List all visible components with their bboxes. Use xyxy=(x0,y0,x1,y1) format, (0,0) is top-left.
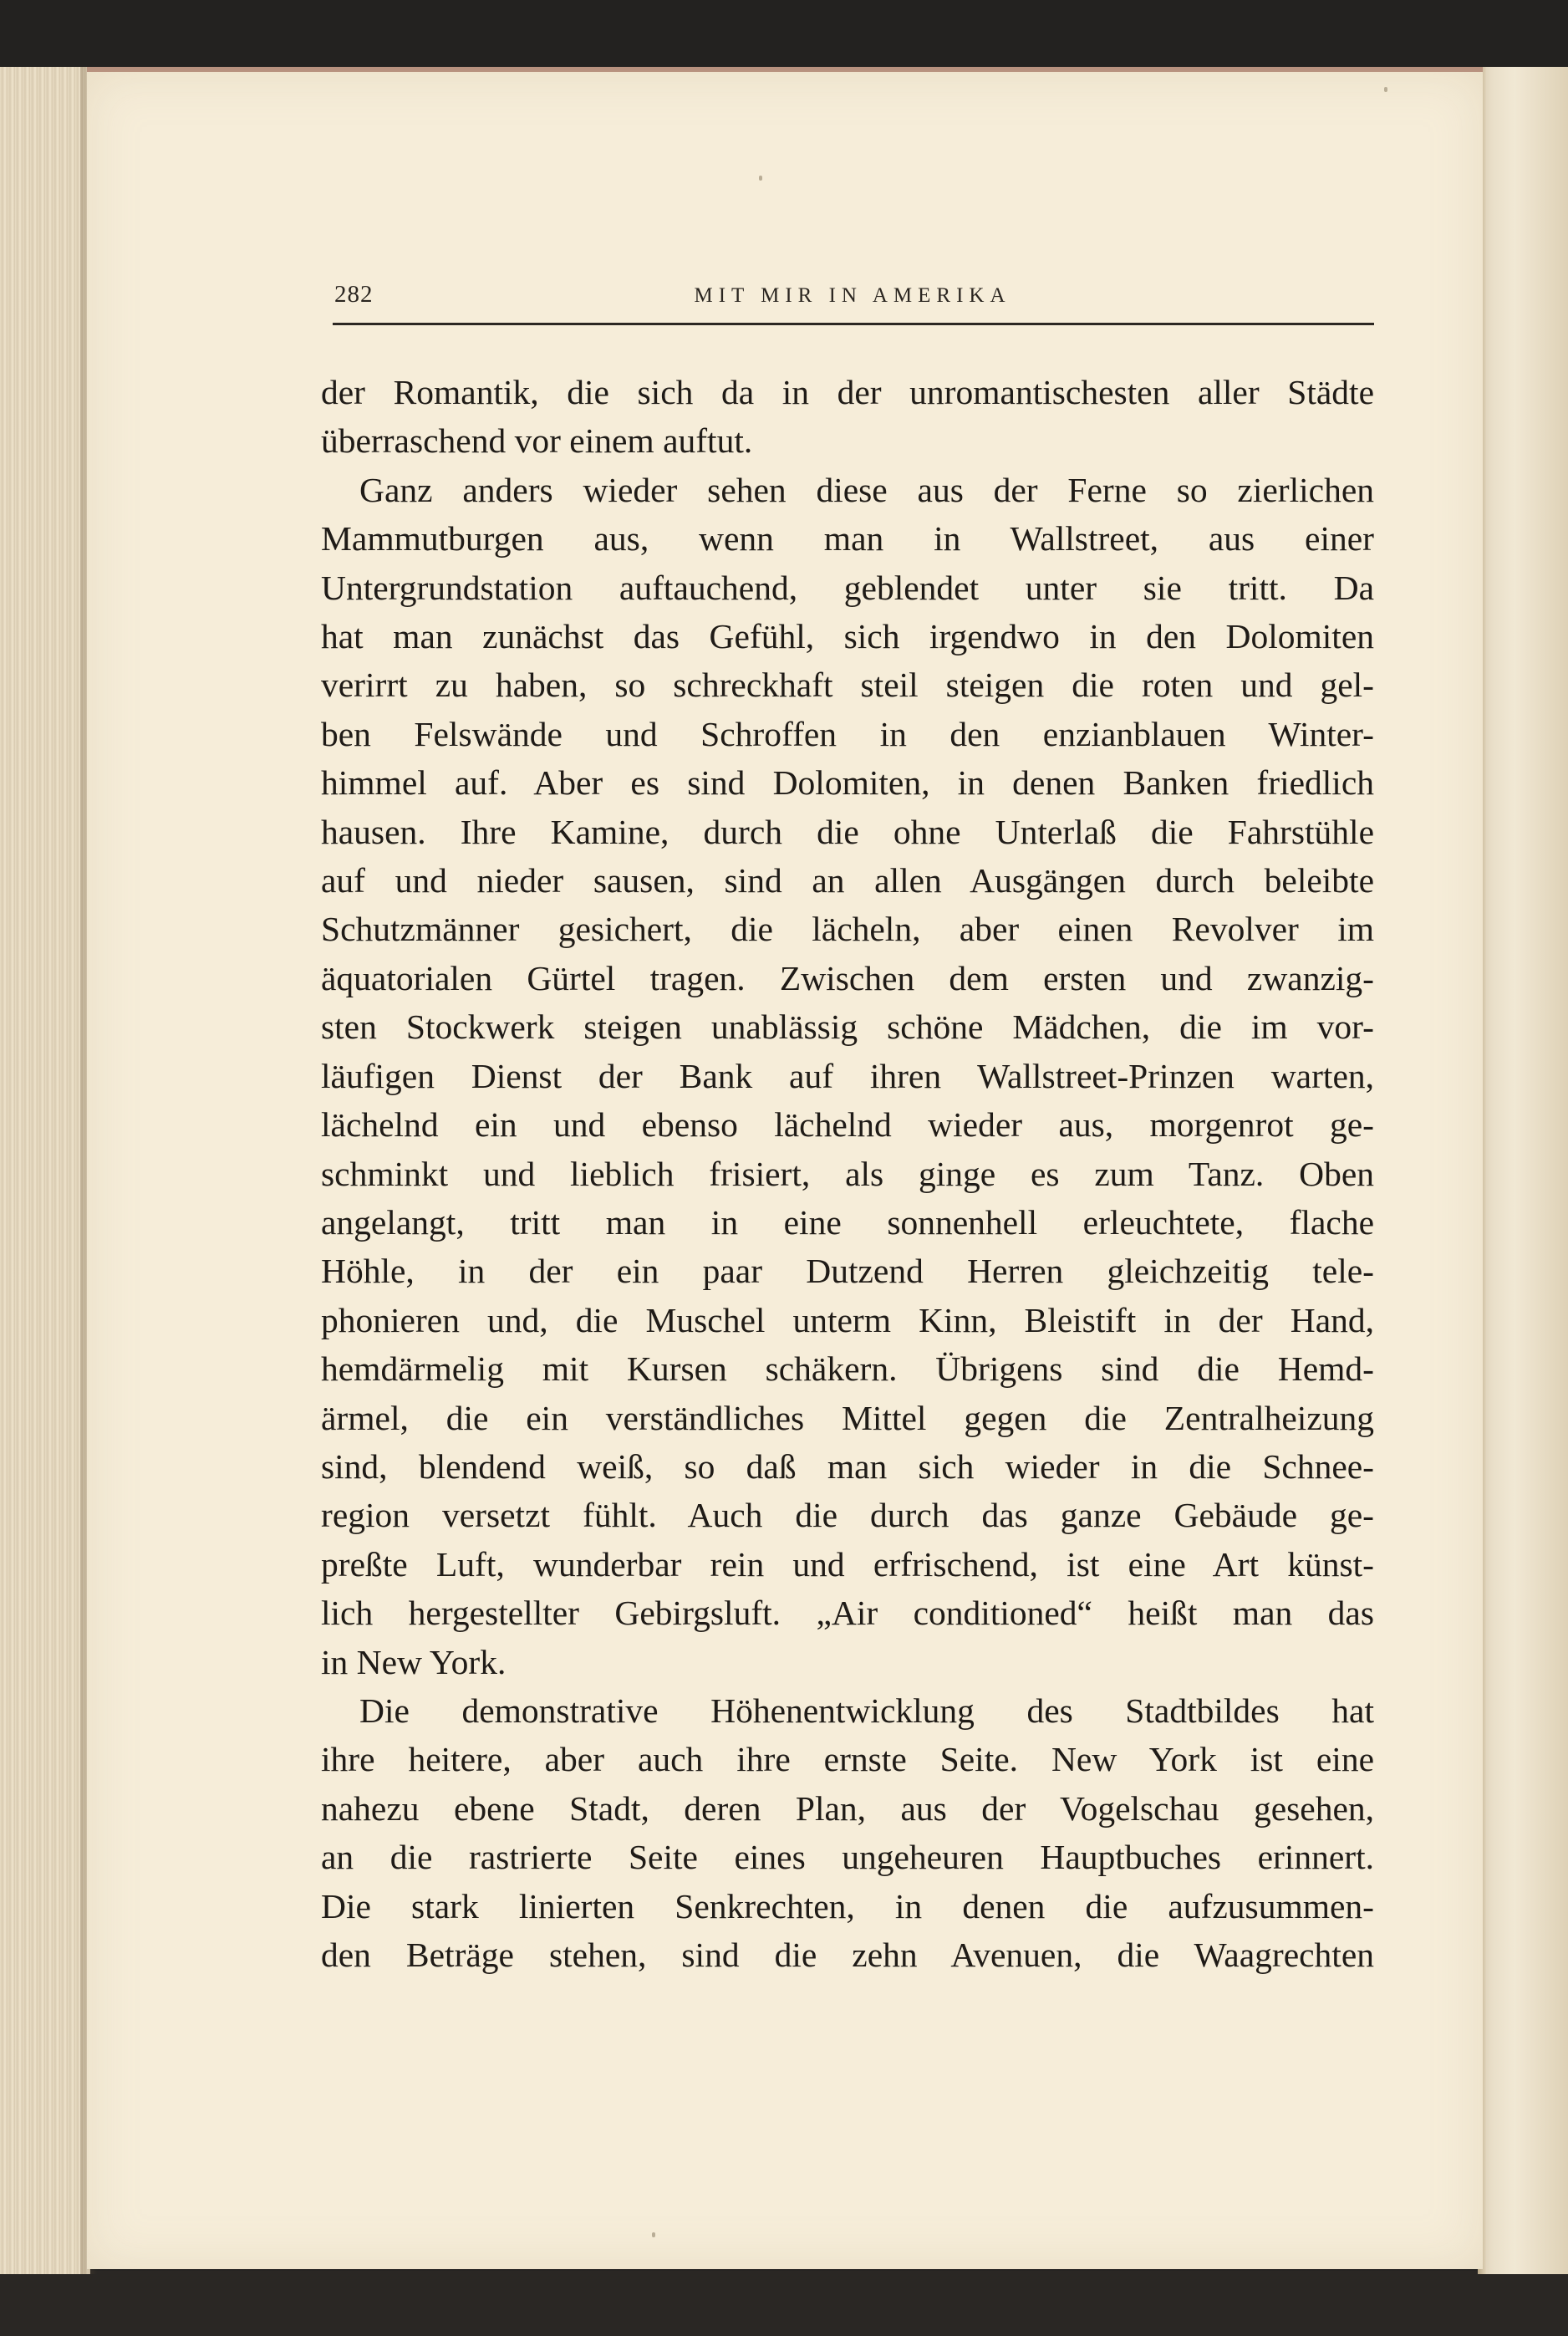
text-line: lich hergestellter Gebirgsluft. „Air conditioned“ heißt man das xyxy=(321,1594,1374,1633)
text-line: an die rastrierte Seite eines ungeheuren Hauptbuches erinnert. xyxy=(321,1838,1374,1877)
paper-speck xyxy=(1384,87,1387,92)
text-line: Schutzmänner gesichert, die lächeln, aber einen Revolver im xyxy=(321,910,1374,949)
paper-speck xyxy=(759,176,762,181)
running-head xyxy=(334,281,1371,324)
text-line: phonieren und, die Muschel unterm Kinn, Bleistift in der Hand, xyxy=(321,1300,1374,1339)
text-line: region versetzt fühlt. Auch die durch das ganze Gebäude ge- xyxy=(321,1496,1374,1535)
paragraph-2 xyxy=(321,466,1374,1686)
text-line: schminkt und lieblich frisiert, als ginge es zum Tanz. Oben xyxy=(321,1154,1374,1193)
page-number: 282 xyxy=(334,281,374,308)
stacked-page-edges xyxy=(0,67,90,2274)
text-line: der Romantik, die sich da in der unromantischesten aller Städte xyxy=(321,373,1374,411)
text-line: hausen. Ihre Kamine, durch die ohne Unterlaß die Fahrstühle xyxy=(321,812,1374,851)
text-line: hemdärmelig mit Kursen schäkern. Übrigens sind die Hemd- xyxy=(321,1349,1374,1389)
text-line: Ganz anders wieder sehen diese aus der Ferne so zierlichen xyxy=(359,470,1374,509)
text-line: sind, blendend weiß, so daß man sich wieder in die Schnee- xyxy=(321,1446,1374,1486)
text-line: ben Felswände und Schroffen in den enzianblauen Winter- xyxy=(321,714,1374,753)
text-line: Die demonstrative Höhenentwicklung des Stadtbildes hat xyxy=(359,1691,1374,1730)
text-line: ihre heitere, aber auch ihre ernste Seite. New York ist eine xyxy=(321,1740,1374,1779)
text-line: äquatorialen Gürtel tragen. Zwischen dem ersten und zwanzig- xyxy=(321,958,1374,997)
text-line: Höhle, in der ein paar Dutzend Herren gleichzeitig tele- xyxy=(321,1252,1374,1291)
text-line: auf und nieder sausen, sind an allen Ausgängen durch beleibte xyxy=(321,861,1374,900)
text-line: angelangt, tritt man in eine sonnenhell erleuchtete, flache xyxy=(321,1202,1374,1242)
scan-background-bottom xyxy=(0,2271,1568,2336)
book-cover-edge xyxy=(1481,67,1568,2274)
paper-speck xyxy=(652,2232,655,2237)
text-line: lächelnd ein und ebenso lächelnd wieder aus, morgenrot ge- xyxy=(321,1105,1374,1145)
text-line: ärmel, die ein verständliches Mittel gegen die Zentralheizung xyxy=(321,1398,1374,1437)
paragraph-1 xyxy=(321,368,1374,466)
text-line: hat man zunächst das Gefühl, sich irgendwo in den Dolomiten xyxy=(321,617,1374,656)
text-line: himmel auf. Aber es sind Dolomiten, in denen Banken friedlich xyxy=(321,763,1374,803)
text-line: Die stark linierten Senkrechten, in denen die aufzusummen- xyxy=(321,1886,1374,1925)
paragraph-3 xyxy=(321,1686,1374,1979)
text-line: nahezu ebene Stadt, deren Plan, aus der Vogelschau gesehen, xyxy=(321,1788,1374,1828)
text-line: preßte Luft, wunderbar rein und erfrischend, ist eine Art künst- xyxy=(321,1544,1374,1584)
running-title: MIT MIR IN AMERIKA xyxy=(694,284,1011,307)
text-line: in New York. xyxy=(321,1642,507,1681)
text-line: verirrt zu haben, so schreckhaft steil steigen die roten und gel- xyxy=(321,666,1374,705)
text-line: Untergrundstation auftauchend, geblendet unter sie tritt. Da xyxy=(321,568,1374,607)
text-line: sten Stockwerk steigen unablässig schöne Mädchen, die im vor- xyxy=(321,1007,1374,1047)
body-text xyxy=(321,368,1374,1979)
scan-background-top xyxy=(0,0,1568,70)
text-line: den Beträge stehen, sind die zehn Avenuen, die Waagrechten xyxy=(321,1936,1374,1974)
header-rule xyxy=(333,323,1374,325)
text-line: überraschend vor einem auftut. xyxy=(321,421,753,461)
text-line: Mammutburgen aus, wenn man in Wallstreet, aus einer xyxy=(321,519,1374,558)
text-line: läufigen Dienst der Bank auf ihren Wallstreet-Prinzen warten, xyxy=(321,1056,1374,1095)
